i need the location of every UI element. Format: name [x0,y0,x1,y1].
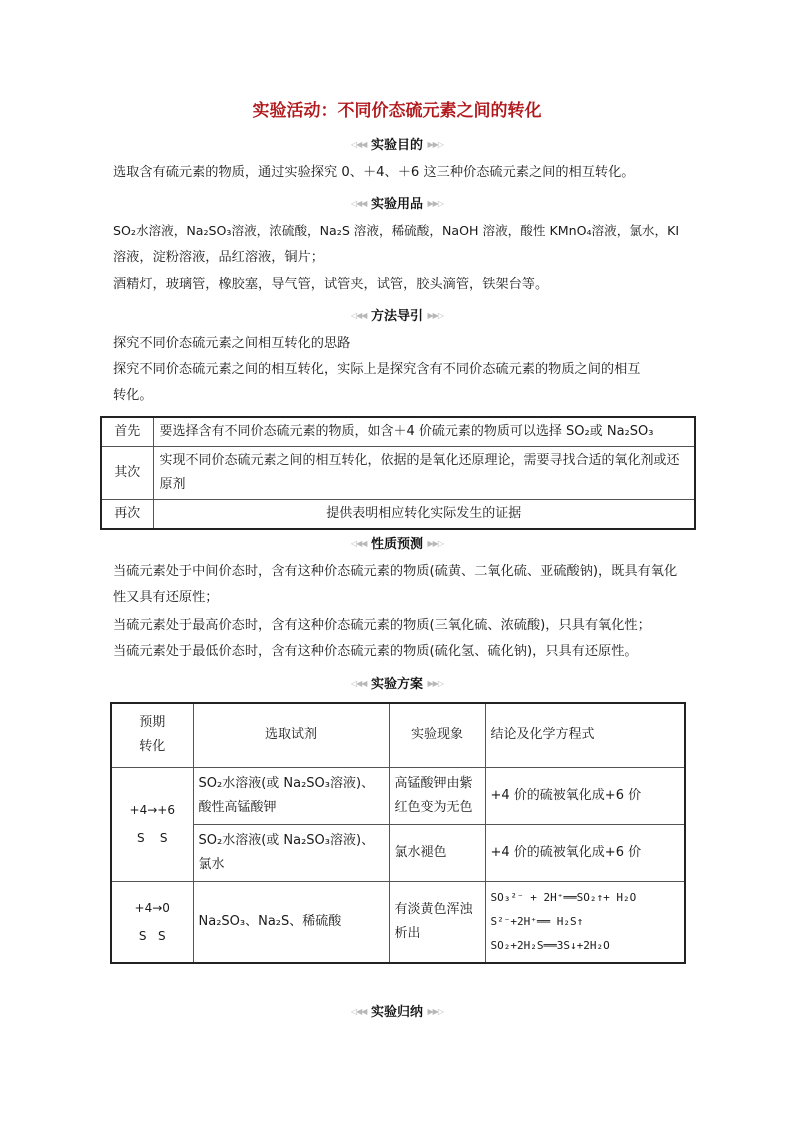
left-arrows-icon: ◁◀◀ [350,199,367,208]
equation-3: SO₂+2H₂S══3S↓+2H₂O [490,938,610,952]
right-arrows-icon: ▶▶▷ [427,679,443,688]
section-heading-prediction: ◁◀◀ 性质预测 ▶▶▷ [350,537,443,552]
right-arrows-icon: ▶▶▷ [427,311,443,320]
prediction-para-3: 当硫元素处于最低价态时，含有这种价态硫元素的物质(硫化氢、硫化钠)，只具有还原性。 [113,644,638,659]
table-row [111,767,685,824]
section-heading-supplies: ◁◀◀ 实验用品 ▶▶▷ [350,197,443,212]
header-phenomenon: 实验现象 [389,703,485,767]
purpose-text: 选取含有硫元素的物质，通过实验探究 0、＋4、＋6 这三种价态硫元素之间的相互转化。 [113,165,635,180]
left-arrows-icon: ◁◀◀ [350,311,367,320]
reagent-cell: SO₂水溶液(或 Na₂SO₃溶液)、氯水 [193,824,389,881]
header-reagent: 选取试剂 [193,703,389,767]
equation-2: S²⁻+2H⁺══ H₂S↑ [490,914,584,928]
page-title: 实验活动：不同价态硫元素之间的转化 [252,101,542,121]
conversion-cell: +4→0 S S [111,881,193,963]
left-arrows-icon: ◁◀◀ [350,1007,367,1016]
method-line-2: 转化。 [113,388,153,403]
right-arrows-icon: ▶▶▷ [427,140,443,149]
method-line-1: 探究不同价态硫元素之间的相互转化，实际上是探究含有不同价态硫元素的物质之间的相互 [113,362,641,377]
phenomenon-cell: 有淡黄色浑浊析出 [389,881,485,963]
right-arrows-icon: ▶▶▷ [427,1007,443,1016]
conclusion-cell: +4 价的硫被氧化成+6 价 [485,824,685,881]
section-heading-summary: ◁◀◀ 实验归纳 ▶▶▷ [350,1005,443,1020]
table-header-row [111,703,685,767]
conclusion-cell: +4 价的硫被氧化成+6 价 [485,767,685,824]
header-conclusion: 结论及化学方程式 [485,703,685,767]
table-row [101,500,695,530]
prediction-para-2: 当硫元素处于最高价态时，含有这种价态硫元素的物质(三氧化硫、浓硫酸)，只具有氧化性； [113,618,651,633]
table-row [101,417,695,447]
table-row [111,881,685,963]
steps-table [100,416,696,530]
phenomenon-cell: 高锰酸钾由紫红色变为无色 [389,767,485,824]
step-content: 实现不同价态硫元素之间的相互转化，依据的是氧化还原理论，需要寻找合适的氧化剂或还原剂 [153,447,695,500]
step-label: 再次 [101,500,153,530]
supplies-line-3: 酒精灯，玻璃管，橡胶塞，导气管，试管夹，试管，胶头滴管，铁架台等。 [113,277,549,292]
left-arrows-icon: ◁◀◀ [350,679,367,688]
conversion-cell: +4→+6 S S [111,767,193,881]
header-conversion: 预期 转化 [111,703,193,767]
reagent-cell: SO₂水溶液(或 Na₂SO₃溶液)、酸性高锰酸钾 [193,767,389,824]
equation-1: SO₃²⁻ + 2H⁺══SO₂↑+ H₂O [490,890,637,904]
step-content: 提供表明相应转化实际发生的证据 [153,500,695,530]
section-heading-purpose: ◁◀◀ 实验目的 ▶▶▷ [350,138,443,153]
plan-table [110,702,686,964]
left-arrows-icon: ◁◀◀ [350,140,367,149]
section-heading-plan: ◁◀◀ 实验方案 ▶▶▷ [350,677,443,692]
equations-cell [485,881,685,963]
step-label: 首先 [101,417,153,447]
section-heading-method: ◁◀◀ 方法导引 ▶▶▷ [350,309,443,324]
reagent-cell: Na₂SO₃、Na₂S、稀硫酸 [193,881,389,963]
phenomenon-cell: 氯水褪色 [389,824,485,881]
method-heading: 探究不同价态硫元素之间相互转化的思路 [113,336,351,351]
supplies-line-1: SO₂水溶液，Na₂SO₃溶液，浓硫酸，Na₂S 溶液，稀硫酸，NaOH 溶液，酸性 KMnO₄溶液，氯水，KI [113,223,680,238]
right-arrows-icon: ▶▶▷ [427,539,443,548]
table-row [111,824,685,881]
supplies-line-2: 溶液，淀粉溶液，品红溶液，铜片； [113,250,324,265]
table-row [101,447,695,500]
left-arrows-icon: ◁◀◀ [350,539,367,548]
prediction-para-1: 当硫元素处于中间价态时，含有这种价态硫元素的物质(硫黄、二氧化硫、亚硫酸钠)，既具有氧化性又具有还原性； [113,564,678,605]
step-label: 其次 [101,447,153,500]
step-content: 要选择含有不同价态硫元素的物质，如含＋4 价硫元素的物质可以选择 SO₂或 Na₂SO₃ [153,417,695,447]
right-arrows-icon: ▶▶▷ [427,199,443,208]
